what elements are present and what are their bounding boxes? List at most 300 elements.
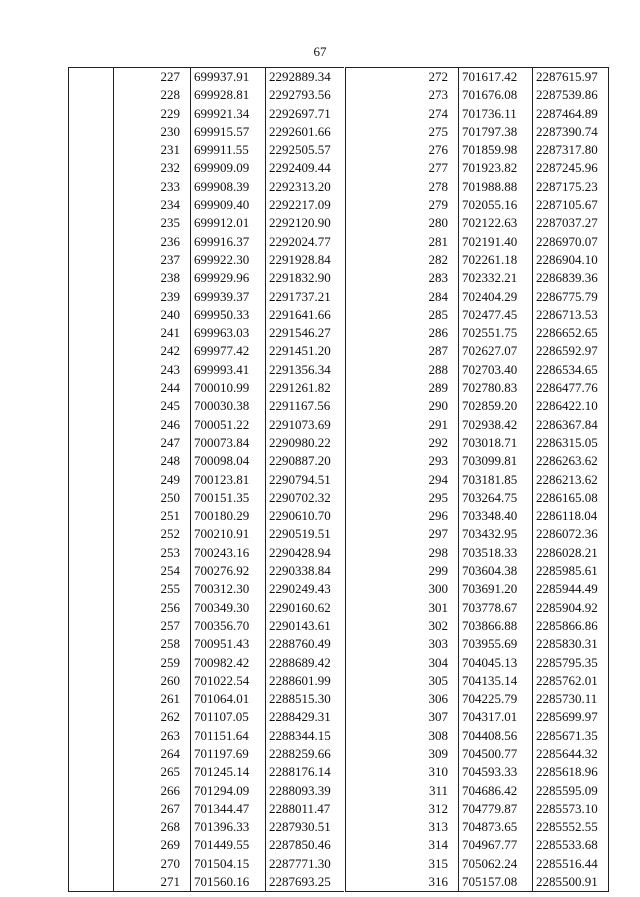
y-coordinate-cell: 2290143.61: [266, 617, 345, 635]
point-number-cell: 266: [160, 782, 180, 798]
x-coordinate-cell: 701449.55: [191, 836, 266, 854]
x-coordinate-cell: 699921.34: [191, 105, 266, 123]
y-coordinate-cell: 2288515.30: [266, 690, 345, 708]
y-coordinate-cell: 2292889.34: [266, 68, 345, 87]
x-coordinate-cell: 701859.98: [459, 141, 533, 159]
x-coordinate-cell: 700356.70: [191, 617, 266, 635]
point-number-cell: 253: [160, 544, 180, 560]
blank-cell: [346, 818, 389, 836]
blank-cell: [346, 544, 389, 562]
table-row: [69, 836, 345, 854]
y-coordinate-cell: 2286839.36: [533, 269, 609, 287]
x-coordinate-cell: 699963.03: [191, 324, 266, 342]
y-coordinate-cell: 2286713.53: [533, 306, 609, 324]
table-row: [346, 654, 609, 672]
y-coordinate-cell: 2288176.14: [266, 763, 345, 781]
blank-cell: [346, 525, 389, 543]
blank-cell: [346, 855, 389, 873]
point-number-cell: 306: [428, 691, 448, 707]
table-row: [69, 617, 345, 635]
table-row: [69, 196, 345, 214]
y-coordinate-cell: 2285671.35: [533, 727, 609, 745]
x-coordinate-cell: 700010.99: [191, 379, 266, 397]
x-coordinate-cell: 700180.29: [191, 507, 266, 525]
point-number-cell: 312: [428, 800, 448, 816]
y-coordinate-cell: 2288093.39: [266, 782, 345, 800]
table-row: [69, 288, 345, 306]
blank-cell: [346, 178, 389, 196]
table-row: [346, 489, 609, 507]
point-number-cell: 234: [160, 197, 180, 213]
blank-cell: [69, 562, 114, 580]
blank-cell: [346, 635, 389, 653]
y-coordinate-cell: 2292409.44: [266, 159, 345, 177]
y-coordinate-cell: 2288689.42: [266, 654, 345, 672]
x-coordinate-cell: 702122.63: [459, 214, 533, 232]
blank-cell: [346, 416, 389, 434]
x-coordinate-cell: 701294.09: [191, 782, 266, 800]
y-coordinate-cell: 2285866.86: [533, 617, 609, 635]
y-coordinate-cell: 2288429.31: [266, 708, 345, 726]
point-number-cell: 283: [428, 270, 448, 286]
point-number-cell: 255: [160, 581, 180, 597]
y-coordinate-cell: 2292120.90: [266, 214, 345, 232]
blank-cell: [69, 727, 114, 745]
point-number-cell: 290: [428, 398, 448, 414]
y-coordinate-cell: 2285795.35: [533, 654, 609, 672]
x-coordinate-cell: 699922.30: [191, 251, 266, 269]
x-coordinate-cell: 703348.40: [459, 507, 533, 525]
table-row: [346, 818, 609, 836]
table-row: [69, 672, 345, 690]
table-row: [69, 690, 345, 708]
table-row: [346, 617, 609, 635]
blank-cell: [346, 763, 389, 781]
y-coordinate-cell: 2290887.20: [266, 452, 345, 470]
table-row: [69, 251, 345, 269]
table-row: [69, 489, 345, 507]
x-coordinate-cell: 700051.22: [191, 416, 266, 434]
blank-cell: [346, 654, 389, 672]
point-number-cell: 262: [160, 709, 180, 725]
point-number-cell: 267: [160, 800, 180, 816]
y-coordinate-cell: 2286315.05: [533, 434, 609, 452]
point-number-cell: 309: [428, 745, 448, 761]
table-row: [69, 233, 345, 251]
x-coordinate-cell: 703604.38: [459, 562, 533, 580]
table-row: [69, 306, 345, 324]
y-coordinate-cell: 2291546.27: [266, 324, 345, 342]
blank-cell: [346, 123, 389, 141]
blank-cell: [69, 654, 114, 672]
point-number-cell: 296: [428, 508, 448, 524]
table-row: [69, 782, 345, 800]
y-coordinate-cell: 2285944.49: [533, 580, 609, 598]
blank-cell: [346, 434, 389, 452]
point-number-cell: 293: [428, 453, 448, 469]
x-coordinate-cell: 704225.79: [459, 690, 533, 708]
point-number-cell: 243: [160, 361, 180, 377]
blank-cell: [69, 251, 114, 269]
blank-cell: [69, 745, 114, 763]
table-row: [346, 855, 609, 873]
y-coordinate-cell: 2286118.04: [533, 507, 609, 525]
y-coordinate-cell: 2291073.69: [266, 416, 345, 434]
blank-cell: [346, 745, 389, 763]
y-coordinate-cell: 2285830.31: [533, 635, 609, 653]
y-coordinate-cell: 2292217.09: [266, 196, 345, 214]
x-coordinate-cell: 704779.87: [459, 800, 533, 818]
blank-cell: [69, 617, 114, 635]
x-coordinate-cell: 700951.43: [191, 635, 266, 653]
x-coordinate-cell: 704135.14: [459, 672, 533, 690]
x-coordinate-cell: 703099.81: [459, 452, 533, 470]
point-number-cell: 295: [428, 489, 448, 505]
blank-cell: [69, 525, 114, 543]
x-coordinate-cell: 699909.40: [191, 196, 266, 214]
table-row: [346, 86, 609, 104]
y-coordinate-cell: 2291737.21: [266, 288, 345, 306]
blank-cell: [69, 507, 114, 525]
x-coordinate-cell: 699912.01: [191, 214, 266, 232]
point-number-cell: 233: [160, 178, 180, 194]
blank-cell: [69, 580, 114, 598]
y-coordinate-cell: 2287245.96: [533, 159, 609, 177]
blank-cell: [69, 708, 114, 726]
table-row: [346, 361, 609, 379]
point-number-cell: 249: [160, 471, 180, 487]
blank-cell: [69, 306, 114, 324]
y-coordinate-cell: 2287464.89: [533, 105, 609, 123]
table-row: [69, 763, 345, 781]
point-number-cell: 250: [160, 489, 180, 505]
x-coordinate-cell: 704500.77: [459, 745, 533, 763]
y-coordinate-cell: 2285644.32: [533, 745, 609, 763]
table-row: [346, 727, 609, 745]
y-coordinate-cell: 2290249.43: [266, 580, 345, 598]
point-number-cell: 251: [160, 508, 180, 524]
y-coordinate-cell: 2292697.71: [266, 105, 345, 123]
x-coordinate-cell: 701396.33: [191, 818, 266, 836]
x-coordinate-cell: 703264.75: [459, 489, 533, 507]
blank-cell: [69, 635, 114, 653]
table-row: [69, 654, 345, 672]
table-row: [69, 507, 345, 525]
y-coordinate-cell: 2286534.65: [533, 361, 609, 379]
y-coordinate-cell: 2286367.84: [533, 416, 609, 434]
x-coordinate-cell: 702938.42: [459, 416, 533, 434]
blank-cell: [69, 141, 114, 159]
y-coordinate-cell: 2290980.22: [266, 434, 345, 452]
table-row: [346, 471, 609, 489]
table-row: [346, 763, 609, 781]
table-row: [346, 416, 609, 434]
point-number-cell: 300: [428, 581, 448, 597]
point-number-cell: 297: [428, 526, 448, 542]
point-number-cell: 257: [160, 617, 180, 633]
point-number-cell: 298: [428, 544, 448, 560]
x-coordinate-cell: 701245.14: [191, 763, 266, 781]
table-row: [346, 123, 609, 141]
blank-cell: [346, 580, 389, 598]
y-coordinate-cell: 2286263.62: [533, 452, 609, 470]
blank-cell: [69, 214, 114, 232]
y-coordinate-cell: 2285500.91: [533, 873, 609, 892]
point-number-cell: 264: [160, 745, 180, 761]
x-coordinate-cell: 704967.77: [459, 836, 533, 854]
table-row: [346, 599, 609, 617]
x-coordinate-cell: 699915.57: [191, 123, 266, 141]
point-number-cell: 302: [428, 617, 448, 633]
y-coordinate-cell: 2292601.66: [266, 123, 345, 141]
blank-cell: [346, 562, 389, 580]
y-coordinate-cell: 2285595.09: [533, 782, 609, 800]
point-number-cell: 263: [160, 727, 180, 743]
blank-cell: [69, 288, 114, 306]
page-number: 67: [313, 44, 327, 59]
x-coordinate-cell: 703432.95: [459, 525, 533, 543]
point-number-cell: 289: [428, 380, 448, 396]
y-coordinate-cell: 2286652.65: [533, 324, 609, 342]
blank-cell: [346, 214, 389, 232]
blank-cell: [346, 324, 389, 342]
table-row: [69, 68, 345, 87]
point-number-cell: 304: [428, 654, 448, 670]
point-number-cell: 238: [160, 270, 180, 286]
x-coordinate-cell: 700151.35: [191, 489, 266, 507]
x-coordinate-cell: 699929.96: [191, 269, 266, 287]
x-coordinate-cell: 704045.13: [459, 654, 533, 672]
point-number-cell: 232: [160, 160, 180, 176]
blank-cell: [346, 105, 389, 123]
blank-cell: [69, 434, 114, 452]
y-coordinate-cell: 2286970.07: [533, 233, 609, 251]
blank-cell: [69, 763, 114, 781]
x-coordinate-cell: 701617.42: [459, 68, 533, 87]
table-row: [69, 562, 345, 580]
x-coordinate-cell: 699977.42: [191, 342, 266, 360]
point-number-cell: 280: [428, 215, 448, 231]
table-row: [69, 324, 345, 342]
table-row: [346, 397, 609, 415]
x-coordinate-cell: 701064.01: [191, 690, 266, 708]
table-row: [346, 178, 609, 196]
y-coordinate-cell: 2288601.99: [266, 672, 345, 690]
point-number-cell: 268: [160, 819, 180, 835]
point-number-cell: 315: [428, 855, 448, 871]
point-number-cell: 265: [160, 764, 180, 780]
blank-cell: [69, 397, 114, 415]
point-number-cell: 235: [160, 215, 180, 231]
point-number-cell: 275: [428, 123, 448, 139]
table-row: [69, 800, 345, 818]
x-coordinate-cell: 699993.41: [191, 361, 266, 379]
point-number-cell: 227: [160, 69, 180, 84]
x-coordinate-cell: 704408.56: [459, 727, 533, 745]
table-row: [69, 818, 345, 836]
table-row: [69, 635, 345, 653]
y-coordinate-cell: 2291832.90: [266, 269, 345, 287]
point-number-cell: 284: [428, 288, 448, 304]
x-coordinate-cell: 699950.33: [191, 306, 266, 324]
table-row: [346, 800, 609, 818]
table-row: [69, 342, 345, 360]
x-coordinate-cell: 700210.91: [191, 525, 266, 543]
y-coordinate-cell: 2287771.30: [266, 855, 345, 873]
blank-cell: [69, 471, 114, 489]
point-number-cell: 240: [160, 306, 180, 322]
table-row: [69, 141, 345, 159]
y-coordinate-cell: 2290160.62: [266, 599, 345, 617]
table-row: [69, 580, 345, 598]
table-row: [346, 708, 609, 726]
coordinate-table-left: [68, 67, 344, 892]
x-coordinate-cell: 702261.18: [459, 251, 533, 269]
point-number-cell: 287: [428, 343, 448, 359]
x-coordinate-cell: 703778.67: [459, 599, 533, 617]
point-number-cell: 258: [160, 636, 180, 652]
point-number-cell: 228: [160, 87, 180, 103]
y-coordinate-cell: 2285985.61: [533, 562, 609, 580]
x-coordinate-cell: 699911.55: [191, 141, 266, 159]
table-row: [346, 269, 609, 287]
table-row: [69, 708, 345, 726]
y-coordinate-cell: 2287930.51: [266, 818, 345, 836]
x-coordinate-cell: 701151.64: [191, 727, 266, 745]
blank-cell: [346, 269, 389, 287]
y-coordinate-cell: 2286775.79: [533, 288, 609, 306]
x-coordinate-cell: 700098.04: [191, 452, 266, 470]
y-coordinate-cell: 2290519.51: [266, 525, 345, 543]
x-coordinate-cell: 701504.15: [191, 855, 266, 873]
blank-cell: [346, 86, 389, 104]
blank-cell: [69, 690, 114, 708]
x-coordinate-cell: 699937.91: [191, 68, 266, 87]
point-number-cell: 308: [428, 727, 448, 743]
table-row: [69, 269, 345, 287]
y-coordinate-cell: 2290794.51: [266, 471, 345, 489]
y-coordinate-cell: 2286072.36: [533, 525, 609, 543]
y-coordinate-cell: 2287539.86: [533, 86, 609, 104]
table-row: [346, 672, 609, 690]
table-row: [346, 159, 609, 177]
point-number-cell: 242: [160, 343, 180, 359]
table-row: [346, 452, 609, 470]
point-number-cell: 270: [160, 855, 180, 871]
table-row: [69, 178, 345, 196]
blank-cell: [346, 306, 389, 324]
table-row: [69, 544, 345, 562]
blank-cell: [346, 251, 389, 269]
blank-cell: [69, 672, 114, 690]
blank-cell: [346, 489, 389, 507]
point-number-cell: 314: [428, 837, 448, 853]
point-number-cell: 247: [160, 434, 180, 450]
table-row: [69, 727, 345, 745]
point-number-cell: 272: [428, 69, 448, 84]
y-coordinate-cell: 2287317.80: [533, 141, 609, 159]
blank-cell: [69, 379, 114, 397]
point-number-cell: 311: [428, 782, 448, 798]
table-row: [69, 599, 345, 617]
point-number-cell: 313: [428, 819, 448, 835]
y-coordinate-cell: 2285904.92: [533, 599, 609, 617]
point-number-cell: 256: [160, 599, 180, 615]
x-coordinate-cell: 701197.69: [191, 745, 266, 763]
blank-cell: [69, 489, 114, 507]
x-coordinate-cell: 703018.71: [459, 434, 533, 452]
table-row: [346, 507, 609, 525]
table-row: [346, 690, 609, 708]
y-coordinate-cell: 2287105.67: [533, 196, 609, 214]
point-number-cell: 261: [160, 691, 180, 707]
point-number-cell: 237: [160, 251, 180, 267]
point-number-cell: 294: [428, 471, 448, 487]
y-coordinate-cell: 2286592.97: [533, 342, 609, 360]
blank-cell: [69, 782, 114, 800]
blank-cell: [69, 178, 114, 196]
blank-cell: [346, 690, 389, 708]
blank-cell: [346, 672, 389, 690]
y-coordinate-cell: 2285762.01: [533, 672, 609, 690]
blank-cell: [346, 873, 389, 892]
x-coordinate-cell: 703866.88: [459, 617, 533, 635]
point-number-cell: 288: [428, 361, 448, 377]
x-coordinate-cell: 701107.05: [191, 708, 266, 726]
y-coordinate-cell: 2291641.66: [266, 306, 345, 324]
x-coordinate-cell: 700073.84: [191, 434, 266, 452]
table-row: [346, 233, 609, 251]
x-coordinate-cell: 700123.81: [191, 471, 266, 489]
x-coordinate-cell: 702859.20: [459, 397, 533, 415]
point-number-cell: 260: [160, 672, 180, 688]
blank-cell: [69, 324, 114, 342]
table-row: [346, 782, 609, 800]
y-coordinate-cell: 2291928.84: [266, 251, 345, 269]
point-number-cell: 229: [160, 105, 180, 121]
table-row: [346, 544, 609, 562]
point-number-cell: 310: [428, 764, 448, 780]
x-coordinate-cell: 702404.29: [459, 288, 533, 306]
blank-cell: [69, 342, 114, 360]
table-row: [69, 379, 345, 397]
table-row: [346, 873, 609, 892]
blank-cell: [346, 599, 389, 617]
y-coordinate-cell: 2285552.55: [533, 818, 609, 836]
point-number-cell: 236: [160, 233, 180, 249]
blank-cell: [69, 873, 114, 892]
x-coordinate-cell: 700349.30: [191, 599, 266, 617]
table-row: [69, 361, 345, 379]
point-number-cell: 230: [160, 123, 180, 139]
y-coordinate-cell: 2291261.82: [266, 379, 345, 397]
y-coordinate-cell: 2288344.15: [266, 727, 345, 745]
blank-cell: [346, 452, 389, 470]
table-row: [346, 745, 609, 763]
x-coordinate-cell: 702780.83: [459, 379, 533, 397]
blank-cell: [69, 86, 114, 104]
x-coordinate-cell: 704593.33: [459, 763, 533, 781]
y-coordinate-cell: 2288259.66: [266, 745, 345, 763]
point-number-cell: 303: [428, 636, 448, 652]
x-coordinate-cell: 701797.38: [459, 123, 533, 141]
x-coordinate-cell: 703518.33: [459, 544, 533, 562]
table-row: [346, 214, 609, 232]
table-row: [346, 580, 609, 598]
x-coordinate-cell: 701736.11: [459, 105, 533, 123]
point-number-cell: 248: [160, 453, 180, 469]
x-coordinate-cell: 705157.08: [459, 873, 533, 892]
